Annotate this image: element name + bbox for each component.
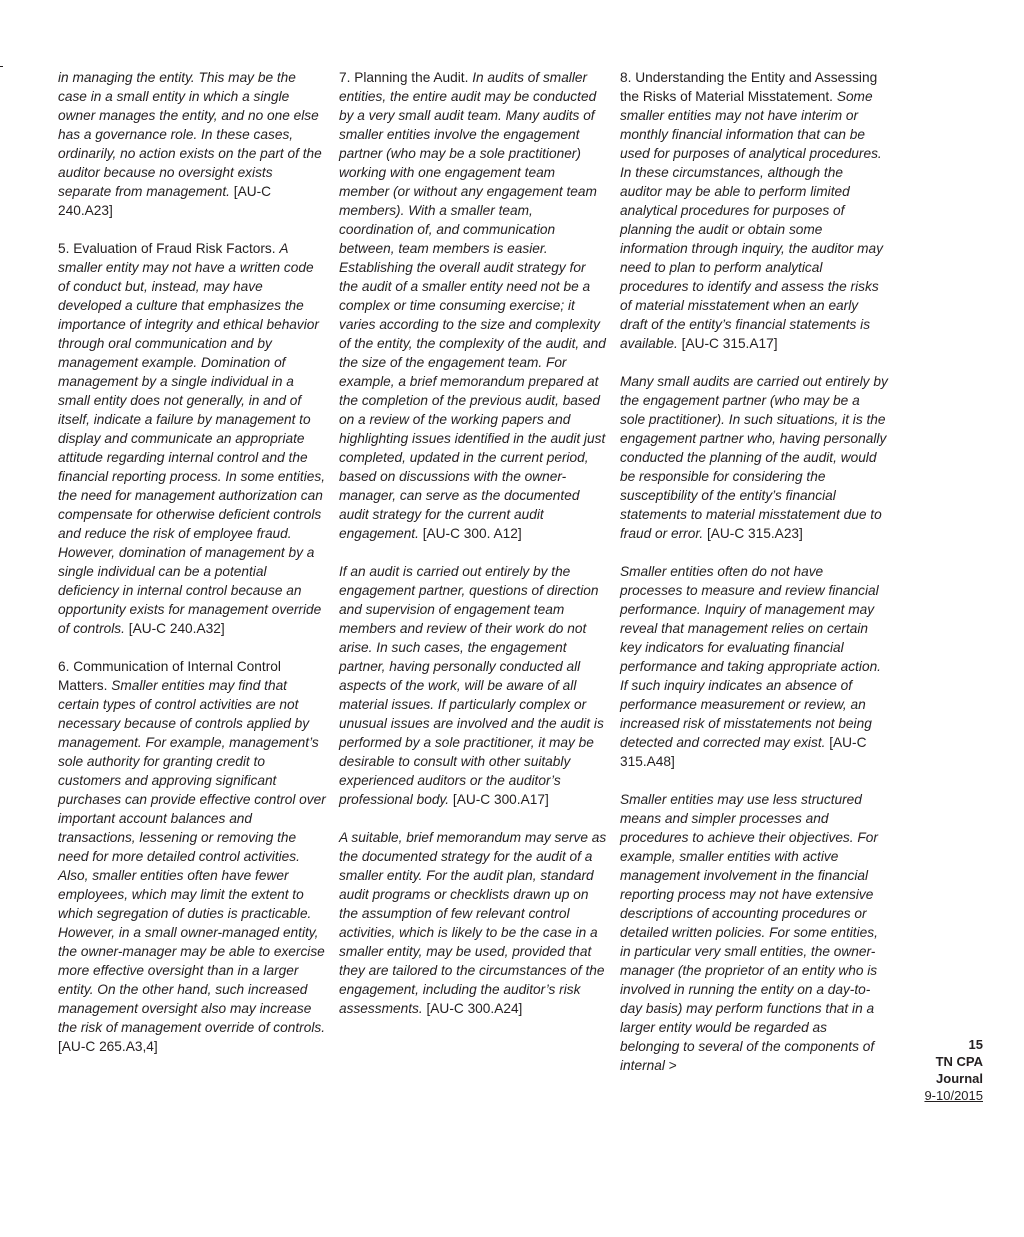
- paragraph-oversight: in managing the entity. This may be the case in a small entity in which a single owner manages the entity, and no one else has a governance role. In these cases, ordinarily, no action exists on the part of the auditor because no oversight exists separate from management. [AU-C 240.A23]: [58, 70, 322, 218]
- publication-name: TN CPA: [935, 1054, 983, 1069]
- citation: [AU-C 300.A17]: [452, 792, 549, 807]
- section-heading: 8. Understanding the Entity and Assessing the Risks of Material Misstatement.: [620, 70, 878, 104]
- section-heading: 6. Communication of Internal Control Matters.: [58, 659, 281, 693]
- citation: [AU-C 315.A48]: [620, 735, 867, 769]
- article-column-1: [58, 68, 326, 1056]
- paragraph-memorandum: A suitable, brief memorandum may serve as the documented strategy for the audit of a smaller entity. For the audit plan, standard audit programs or checklists drawn up on the assumption of few relevant control activities, which is likely to be the case in a smaller entity, may be used, provided that they are tailored to the circumstances of the engagement, including the auditor’s risk assessments. [AU-C 300.A24]: [339, 830, 607, 1016]
- paragraph-understanding-entity: 8. Understanding the Entity and Assessing the Risks of Material Misstatement. Some smaller entities may not have interim or monthly financial information that can be used for purposes of analytical procedures. In these circumstances, although the auditor may be able to perform limited analytical procedures for purposes of planning the audit or obtain some information through inquiry, the auditor may need to plan to perform analytical procedures to identify and assess the risks of material misstatement when an early draft of the entity’s financial statements is available. [AU-C 315.A17]: [620, 70, 883, 351]
- paragraph-internal-control: 6. Communication of Internal Control Matters. Smaller entities may find that certain types of control activities are not necessary because of controls applied by management. For example, management’s sole authority for granting credit to customers and approving significant purchases can provide effective control over important account balances and transactions, lessening or removing the need for more detailed control activities. Also, smaller entities often have fewer employees, which may limit the extent to which segregation of duties is practicable. However, in a small owner-managed entity, the owner-manager may be able to exercise more effective oversight than in a larger entity. On the other hand, such increased management oversight also may increase the risk of management override of controls. [AU-C 265.A3,4]: [58, 659, 326, 1054]
- page-number: 15: [968, 1037, 983, 1052]
- section-heading: 5. Evaluation of Fraud Risk Factors.: [58, 241, 276, 256]
- citation: [AU-C 315.A17]: [681, 336, 778, 351]
- citation: [AU-C 300.A24]: [426, 1001, 523, 1016]
- publication-name-line2: Journal: [936, 1071, 983, 1086]
- margin-tick: [0, 66, 3, 67]
- citation: [AU-C 240.A32]: [128, 621, 225, 636]
- citation: [AU-C 265.A3,4]: [58, 1039, 158, 1054]
- paragraph-performance-review: Smaller entities often do not have processes to measure and review financial performance. Inquiry of management may reveal that management relies on certain key indicators for evaluating financial performance and taking appropriate action. If such inquiry indicates an absence of performance measurement or review, an increased risk of misstatements not being detected and corrected may exist. [AU-C 315.A48]: [620, 564, 881, 769]
- paragraph-small-audits: Many small audits are carried out entirely by the engagement partner (who may be a sole practitioner). In such situations, it is the engagement partner who, having personally conducted the planning of the audit, would be responsible for considering the susceptibility of the entity’s financial statements to material misstatement due to fraud or error. [AU-C 315.A23]: [620, 374, 888, 541]
- paragraph-sole-practitioner: If an audit is carried out entirely by the engagement partner, questions of direction and supervision of engagement team members and review of their work do not arise. In such cases, the engagement partner, having personally conducted all aspects of the work, will be aware of all material issues. If particularly complex or unusual issues are involved and the audit is performed by a sole practitioner, it may be desirable to consult with other suitably experienced auditors or the auditor’s professional body. [AU-C 300.A17]: [339, 564, 604, 807]
- citation: [AU-C 240.A23]: [58, 184, 272, 218]
- section-heading: 7. Planning the Audit.: [339, 70, 469, 85]
- article-column-3: [620, 68, 888, 1075]
- issue-date: 9-10/2015: [924, 1088, 983, 1103]
- continue-arrow: >: [668, 1058, 677, 1073]
- citation: [AU-C 315.A23]: [706, 526, 803, 541]
- paragraph-fraud-risk-factors: 5. Evaluation of Fraud Risk Factors. A smaller entity may not have a written code of conduct but, instead, may have developed a culture that emphasizes the importance of integrity and ethical behavior through oral communication and by management example. Domination of management by a single individual in a small entity does not generally, in and of itself, indicate a failure by management to display and communicate an appropriate attitude regarding internal control and the financial reporting process. In some entities, the need for management authorization can compensate for otherwise deficient controls and reduce the risk of employee fraud. However, domination of management by a single individual can be a potential deficiency in internal control because an opportunity exists for management override of controls. [AU-C 240.A32]: [58, 241, 326, 636]
- paragraph-structured-means: Smaller entities may use less structured means and simpler processes and procedures to achieve their objectives. For example, smaller entities with active management involvement in the financial reporting process may not have extensive descriptions of accounting procedures or detailed written policies. For some entities, in particular very small entities, the owner-manager (the proprietor of an entity who is involved in running the entity on a day-to-day basis) may perform functions that in a larger entity would be regarded as belonging to several of the components of internal >: [620, 792, 878, 1073]
- page-folio: [905, 1036, 983, 1104]
- paragraph-planning-audit: 7. Planning the Audit. In audits of smaller entities, the entire audit may be conducted by a very small audit team. Many audits of smaller entities involve the engagement partner (who may be a sole practitioner) working with one engagement team member (or without any engagement team members). With a smaller team, coordination of, and communication between, team members is easier. Establishing the overall audit strategy for the audit of a smaller entity need not be a complex or time consuming exercise; it varies according to the size and complexity of the entity, the complexity of the audit, and the size of the engagement team. For example, a brief memorandum prepared at the completion of the previous audit, based on a review of the working papers and highlighting issues identified in the audit just completed, updated in the current period, based on discussions with the owner-manager, can serve as the documented audit strategy for the current audit engagement. [AU-C 300. A12]: [339, 70, 606, 541]
- citation: [AU-C 300. A12]: [422, 526, 522, 541]
- article-column-2: [339, 68, 607, 1018]
